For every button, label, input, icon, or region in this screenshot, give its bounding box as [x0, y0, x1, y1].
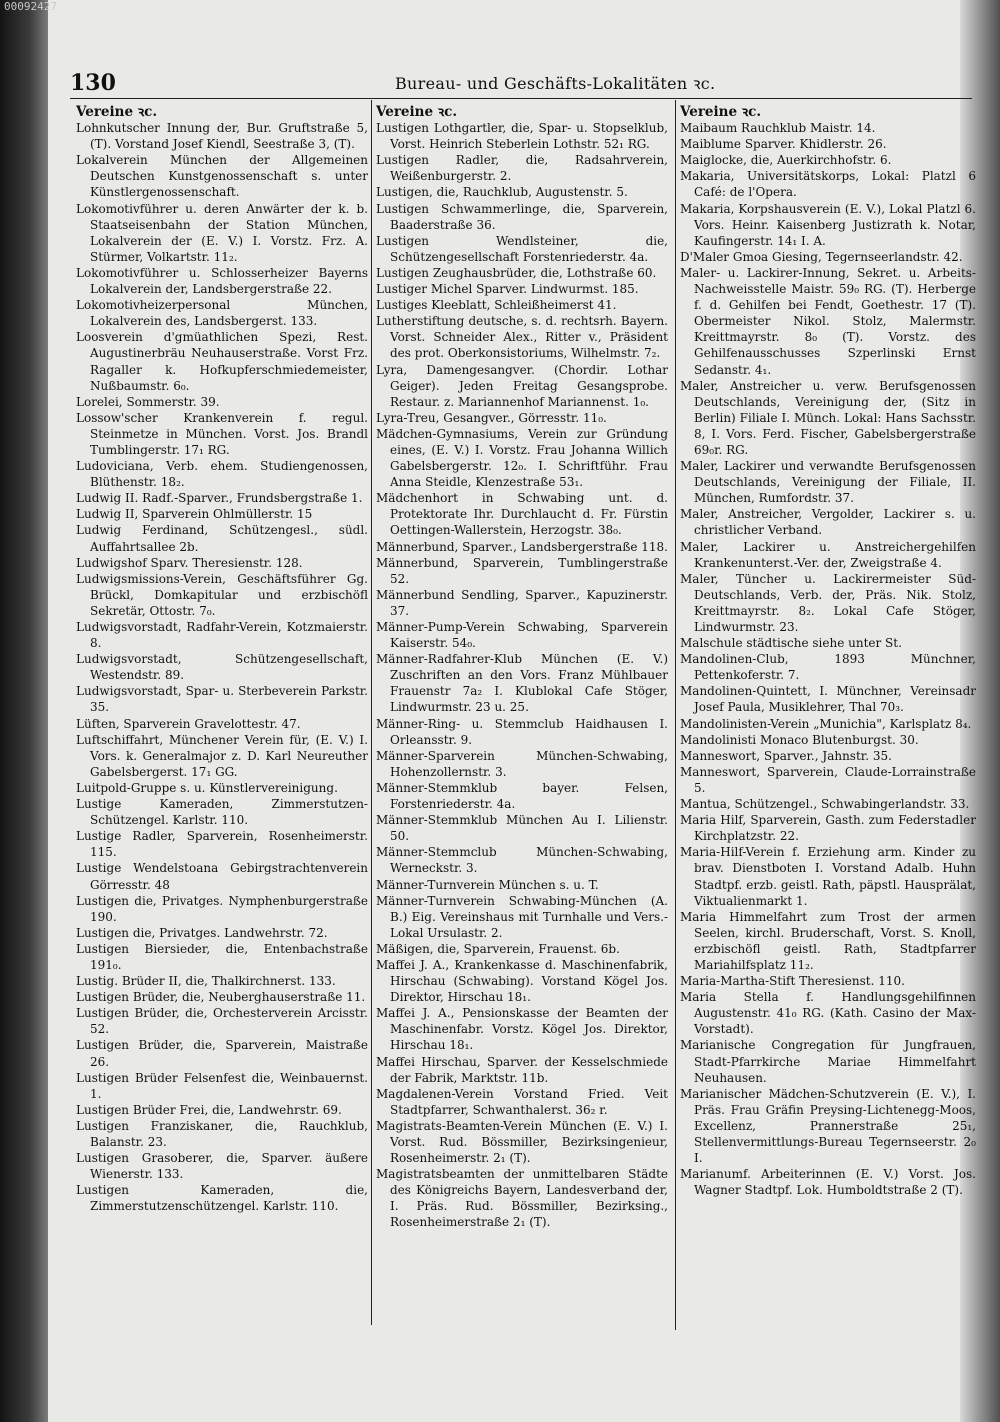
directory-entry: Lustige Kameraden, Zimmerstutzen-Schützengel. Karlstr. 110.	[76, 797, 368, 828]
directory-entry: Lustigen Grasoberer, die, Sparver. äußere Wienerstr. 133.	[76, 1151, 368, 1182]
directory-entry: Mandolinen-Quintett, I. Münchner, Vereinsadr Josef Paula, Musiklehrer, Thal 70₃.	[680, 684, 976, 715]
directory-entry: Marianische Congregation für Jungfrauen, Stadt-Pfarrkirche Mariae Himmelfahrt Neuhausen.	[680, 1038, 976, 1085]
directory-entry: Lyra-Treu, Gesangver., Görresstr. 11₀.	[376, 410, 607, 425]
directory-entry: Magdalenen-Verein Vorstand Fried. Veit Stadtpfarrer, Schwanthalerst. 36₂ r.	[376, 1086, 668, 1117]
directory-entry: Maria Himmelfahrt zum Trost der armen Seelen, kirchl. Bruderschaft, Vorst. S. Knoll, erzbischöfl geistl. Rath, Stadtpfarrer Mariahilfsplatz 11₂.	[680, 909, 976, 972]
directory-entry: Maler, Lackirer und verwandte Berufsgenossen Deutschlands, Vereinigung der Filiale, II. München, Rumfordstr. 37.	[680, 459, 976, 506]
directory-entry: Mandolinisti Monaco Blutenburgst. 30.	[680, 732, 919, 747]
column-divider-2	[675, 100, 676, 1330]
directory-entry: Loosverein d'gmüathlichen Spezi, Rest. Augustinerbräu Neuhauserstraße. Vorst Frz. Ragaller k. Hofkupferschmiedemeister, Nußbaumstr. 6₀.	[76, 330, 368, 393]
directory-entry: Manneswort, Sparverein, Claude-Lorrainstraße 5.	[680, 764, 976, 795]
directory-entry: Lustigen Brüder, die, Neuberghauserstraße 11.	[76, 990, 366, 1005]
directory-entry: Maler, Tüncher u. Lackirermeister Süd-Deutschlands, Verb. der, Präs. Nik. Stolz, Kreittmayrstr. 8₂. Lokal Cafe Stöger, Lindwurmstr. 23.	[680, 571, 976, 634]
directory-entry: Lustigen Schwammerlinge, die, Sparverein, Baaderstraße 36.	[376, 201, 668, 232]
directory-entry: Ludwigsvorstadt, Radfahr-Verein, Kotzmaierstr. 8.	[76, 620, 368, 651]
directory-entry: Lorelei, Sommerstr. 39.	[76, 394, 220, 409]
directory-entry: Ludwigshof Sparv. Theresienstr. 128.	[76, 555, 303, 570]
directory-entry: Mädchenhort in Schwabing unt. d. Protektorate Ihr. Durchlaucht d. Fr. Fürstin Oettingen-Wallerstein, Herzogstr. 38₀.	[376, 491, 668, 538]
directory-entry: Männer-Ring- u. Stemmclub Haidhausen I. Orleansstr. 9.	[376, 716, 668, 747]
directory-entry: Lüften, Sparverein Gravelottestr. 47.	[76, 716, 301, 731]
entry-list	[680, 120, 976, 1198]
directory-entry: Männer-Turnverein Schwabing-München (A. B.) Eig. Vereinshaus mit Turnhalle und Vers.-Lokal Ursulastr. 2.	[376, 893, 668, 940]
directory-entry: Ludwig II. Radf.-Sparver., Frundsbergstraße 1.	[76, 491, 363, 506]
directory-entry: Lustigen Lothgartler, die, Spar- u. Stopselklub, Vorst. Heinrich Steberlein Lothstr. 52₁ RG.	[376, 121, 668, 152]
directory-entry: Ludwigsvorstadt, Schützengesellschaft, Westendstr. 89.	[76, 652, 368, 683]
directory-entry: Lokomotivheizerpersonal München, Lokalverein des, Landsbergerst. 133.	[76, 298, 368, 329]
running-head: Bureau- und Geschäfts-Lokalitäten ꝛc.	[395, 74, 716, 93]
directory-entry: Lustigen Radler, die, Radsahrverein, Weißenburgerstr. 2.	[376, 153, 668, 184]
directory-entry: Ludwigsvorstadt, Spar- u. Sterbeverein Parkstr. 35.	[76, 684, 368, 715]
directory-entry: Lustiger Michel Sparver. Lindwurmst. 185.	[376, 282, 639, 297]
directory-entry: Lossow'scher Krankenverein f. regul. Steinmetze in München. Vorst. Jos. Brandl Tumblingerstr. 17₁ RG.	[76, 410, 368, 457]
directory-entry: Männer-Stemmklub München Au I. Lilienstr. 50.	[376, 813, 668, 844]
directory-entry: Männerbund, Sparver., Landsbergerstraße 118.	[376, 539, 668, 554]
directory-entry: Marianumf. Arbeiterinnen (E. V.) Vorst. Jos. Wagner Stadtpf. Lok. Humboldtstraße 2 (T).	[680, 1167, 976, 1198]
directory-entry: Malschule städtische siehe unter St.	[680, 636, 902, 651]
directory-entry: Maler, Anstreicher, Vergolder, Lackirer s. u. christlicher Verband.	[680, 507, 976, 538]
directory-entry: Ludwig II, Sparverein Ohlmüllerstr. 15	[76, 507, 313, 522]
directory-entry: Maibaum Rauchklub Maistr. 14.	[680, 121, 876, 136]
directory-entry: Männerbund Sendling, Sparver., Kapuzinerstr. 37.	[376, 587, 668, 618]
directory-entry: Männer-Stemmclub München-Schwabing, Werneckstr. 3.	[376, 845, 668, 876]
directory-entry: Maffei J. A., Pensionskasse der Beamten der Maschinenfabr. Vorstz. Kögel Jos. Direktor, Hirschau 18₁.	[376, 1006, 668, 1053]
directory-entry: Lustiges Kleeblatt, Schleißheimerst 41.	[376, 298, 617, 313]
column-middle	[376, 104, 668, 1231]
column-right	[680, 104, 976, 1198]
directory-entry: D'Maler Gmoa Giesing, Tegernseerlandstr. 42.	[680, 249, 963, 264]
header-rule	[70, 98, 972, 99]
directory-entry: Männer-Radfahrer-Klub München (E. V.) Zuschriften an den Vors. Franz Mühlbauer Frauenstr 7a₂ I. Klublokal Cafe Stöger, Lindwurmstr. 23 u. 25.	[376, 652, 668, 715]
directory-entry: Männerbund, Sparverein, Tumblingerstraße 52.	[376, 555, 668, 586]
column-divider-1	[371, 100, 372, 1325]
directory-entry: Ludoviciana, Verb. ehem. Studiengenossen, Blüthenstr. 18₂.	[76, 459, 368, 490]
directory-entry: Mädchen-Gymnasiums, Verein zur Gründung eines, (E. V.) I. Vorstz. Frau Johanna Willich Gabelsbergerstr. 12₀. I. Schriftführ. Frau Anna Steidle, Klenzestraße 53₁.	[376, 426, 668, 490]
directory-entry: Männer-Sparverein München-Schwabing, Hohenzollernstr. 3.	[376, 748, 668, 779]
column-heading: Vereine ꝛc.	[680, 104, 762, 120]
directory-entry: Maler, Anstreicher u. verw. Berufsgenossen Deutschlands, Vereinigung der, (Sitz in Berlin) Filiale I. Münch. Lokal: Hans Sachsstr. 8, I. Vors. Ferd. Fischer, Gabelsbergerstraße 69₀r. RG.	[680, 378, 976, 457]
entry-list	[376, 120, 668, 1230]
directory-entry: Lustigen die, Privatges. Nymphenburgerstraße 190.	[76, 893, 368, 924]
directory-entry: Manneswort, Sparver., Jahnstr. 35.	[680, 748, 892, 763]
directory-entry: Makaria, Universitätskorps, Lokal: Platzl 6 Café: de l'Opera.	[680, 169, 976, 200]
column-heading: Vereine ꝛc.	[376, 104, 458, 120]
column-heading: Vereine ꝛc.	[76, 104, 158, 120]
directory-entry: Maria-Hilf-Verein f. Erziehung arm. Kinder zu brav. Dienstboten I. Vorstand Adalb. Huhn Stadtpf. erzb. geistl. Rath, päpstl. Hausprälat, Viktualienmarkt 1.	[680, 845, 976, 908]
entry-list	[76, 120, 368, 1214]
directory-entry: Makaria, Korpshausverein (E. V.), Lokal Platzl 6. Vors. Heinr. Kaisenberg Justizrath k. Notar, Kaufingerstr. 14₁ I. A.	[680, 201, 976, 248]
directory-entry: Männer-Stemmklub bayer. Felsen, Forstenriederstr. 4a.	[376, 780, 668, 812]
directory-entry: Mäßigen, die, Sparverein, Frauenst. 6b.	[376, 941, 620, 956]
directory-entry: Luitpold-Gruppe s. u. Künstlervereinigung.	[76, 780, 338, 795]
directory-entry: Maiglocke, die, Auerkirchhofstr. 6.	[680, 153, 892, 168]
directory-entry: Ludwig Ferdinand, Schützengesl., südl. Auffahrtsallee 2b.	[76, 523, 368, 554]
directory-entry: Lustigen Zeughausbrüder, die, Lothstraße 60.	[376, 265, 657, 280]
directory-entry: Lustigen Kameraden, die, Zimmerstutzenschützengel. Karlstr. 110.	[76, 1183, 368, 1214]
directory-entry: Lyra, Damengesangver. (Chordir. Lothar Geiger). Jeden Freitag Gesangsprobe. Restaur. z. Mariannenhof Mariannenst. 1₀.	[376, 362, 668, 409]
directory-entry: Lustigen Brüder Felsenfest die, Weinbauernst. 1.	[76, 1070, 368, 1101]
directory-entry: Maler- u. Lackirer-Innung, Sekret. u. Arbeits-Nachweisstelle Maistr. 59₀ RG. (T). Herberge f. d. Gehilfen bei Fendt, Goethestr. 17 (T). Obermeister Nikol. Stolz, Malermstr. Kreittmayrstr. 8₀ (T). Vorstz. des Gehilfenausschusses Szperlinski Ernst Sedanstr. 4₁.	[680, 265, 976, 377]
page-number: 130	[70, 70, 116, 96]
directory-entry: Lutherstiftung deutsche, s. d. rechtsrh. Bayern. Vorst. Schneider Alex., Ritter v., Präsident des prot. Oberkonsistoriums, Wilhelmstr. 7₂.	[376, 314, 668, 361]
directory-entry: Lustige Radler, Sparverein, Rosenheimerstr. 115.	[76, 829, 368, 860]
directory-entry: Männer-Turnverein München s. u. T.	[376, 877, 599, 892]
directory-entry: Männer-Pump-Verein Schwabing, Sparverein Kaiserstr. 54₀.	[376, 620, 668, 651]
directory-entry: Maria Hilf, Sparverein, Gasth. zum Federstadler Kirchplatzstr. 22.	[680, 813, 976, 844]
directory-entry: Mandolinisten-Verein „Munichia", Karlsplatz 8₄.	[680, 716, 972, 731]
directory-entry: Lohnkutscher Innung der, Bur. Gruftstraße 5, (T). Vorstand Josef Kiendl, Seestraße 3, (T).	[76, 121, 368, 152]
column-left	[76, 104, 368, 1214]
directory-entry: Magistrats-Beamten-Verein München (E. V.) I. Vorst. Rud. Bössmiller, Bezirksingenieur, Rosenheimerstr. 2₁ (T).	[376, 1118, 668, 1166]
directory-entry: Marianischer Mädchen-Schutzverein (E. V.), I. Präs. Frau Gräfin Preysing-Lichtenegg-Moos, Excellenz, Prannerstraße 25₁, Stellenvermittlungs-Bureau Tegernseerstr. 2₀ I.	[680, 1086, 976, 1166]
directory-entry: Maria-Martha-Stift Theresienst. 110.	[680, 974, 905, 989]
directory-entry: Lustigen Brüder, die, Sparverein, Maistraße 26.	[76, 1038, 368, 1069]
directory-entry: Luftschiffahrt, Münchener Verein für, (E. V.) I. Vors. k. Generalmajor z. D. Karl Neureuther Gabelsbergerst. 17₁ GG.	[76, 732, 368, 779]
directory-entry: Lustigen Brüder, die, Orchesterverein Arcisstr. 52.	[76, 1006, 368, 1037]
scan-id: 00092427	[4, 0, 57, 13]
directory-entry: Maiblume Sparver. Khidlerstr. 26.	[680, 137, 887, 152]
directory-entry: Mantua, Schützengel., Schwabingerlandstr. 33.	[680, 797, 970, 812]
directory-entry: Lustigen, die, Rauchklub, Augustenstr. 5.	[376, 185, 628, 200]
directory-entry: Lustige Wendelstoana Gebirgstrachtenverein Görresstr. 48	[76, 861, 368, 892]
directory-entry: Lustigen Brüder Frei, die, Landwehrstr. 69.	[76, 1102, 342, 1117]
directory-entry: Mandolinen-Club, 1893 Münchner, Pettenkoferstr. 7.	[680, 652, 976, 683]
directory-entry: Lustigen Wendlsteiner, die, Schützengesellschaft Forstenriederstr. 4a.	[376, 233, 668, 264]
directory-entry: Maffei J. A., Krankenkasse d. Maschinenfabrik, Hirschau (Schwabing). Vorstand Kögel Jos. Direktor, Hirschau 18₁.	[376, 957, 668, 1005]
directory-entry: Ludwigsmissions-Verein, Geschäftsführer Gg. Brückl, Domkapitular und erzbischöfl Sekretär, Ottostr. 7₀.	[76, 571, 368, 618]
directory-entry: Lokalverein München der Allgemeinen Deutschen Kunstgenossenschaft s. unter Künstlergenossenschaft.	[76, 153, 368, 200]
directory-entry: Lokomotivführer u. Schlosserheizer Bayerns Lokalverein der, Landsbergerstraße 22.	[76, 265, 368, 297]
directory-entry: Lustigen die, Privatges. Landwehrstr. 72.	[76, 925, 328, 940]
directory-entry: Magistratsbeamten der unmittelbaren Städte des Königreichs Bayern, Landesverband der, I. Präs. Rud. Bössmiller, Bezirksing., Rosenheimerstraße 2₁ (T).	[376, 1167, 668, 1230]
directory-entry: Maria Stella f. Handlungsgehilfinnen Augustenstr. 41₀ RG. (Kath. Casino der Max-Vorstadt).	[680, 990, 976, 1037]
directory-entry: Maffei Hirschau, Sparver. der Kesselschmiede der Fabrik, Marktstr. 11b.	[376, 1054, 668, 1085]
directory-entry: Lokomotivführer u. deren Anwärter der k. b. Staatseisenbahn der Station München, Lokalverein der (E. V.) I. Vorstz. Frz. A. Stürmer, Volkartstr. 11₂.	[76, 201, 368, 264]
directory-entry: Lustigen Franziskaner, die, Rauchklub, Balanstr. 23.	[76, 1118, 368, 1149]
directory-entry: Lustigen Biersieder, die, Entenbachstraße 191₀.	[76, 941, 368, 972]
directory-entry: Lustig. Brüder II, die, Thalkirchnerst. 133.	[76, 974, 336, 989]
directory-entry: Maler, Lackirer u. Anstreichergehilfen Krankenunterst.-Ver. der, Zweigstraße 4.	[680, 539, 976, 570]
